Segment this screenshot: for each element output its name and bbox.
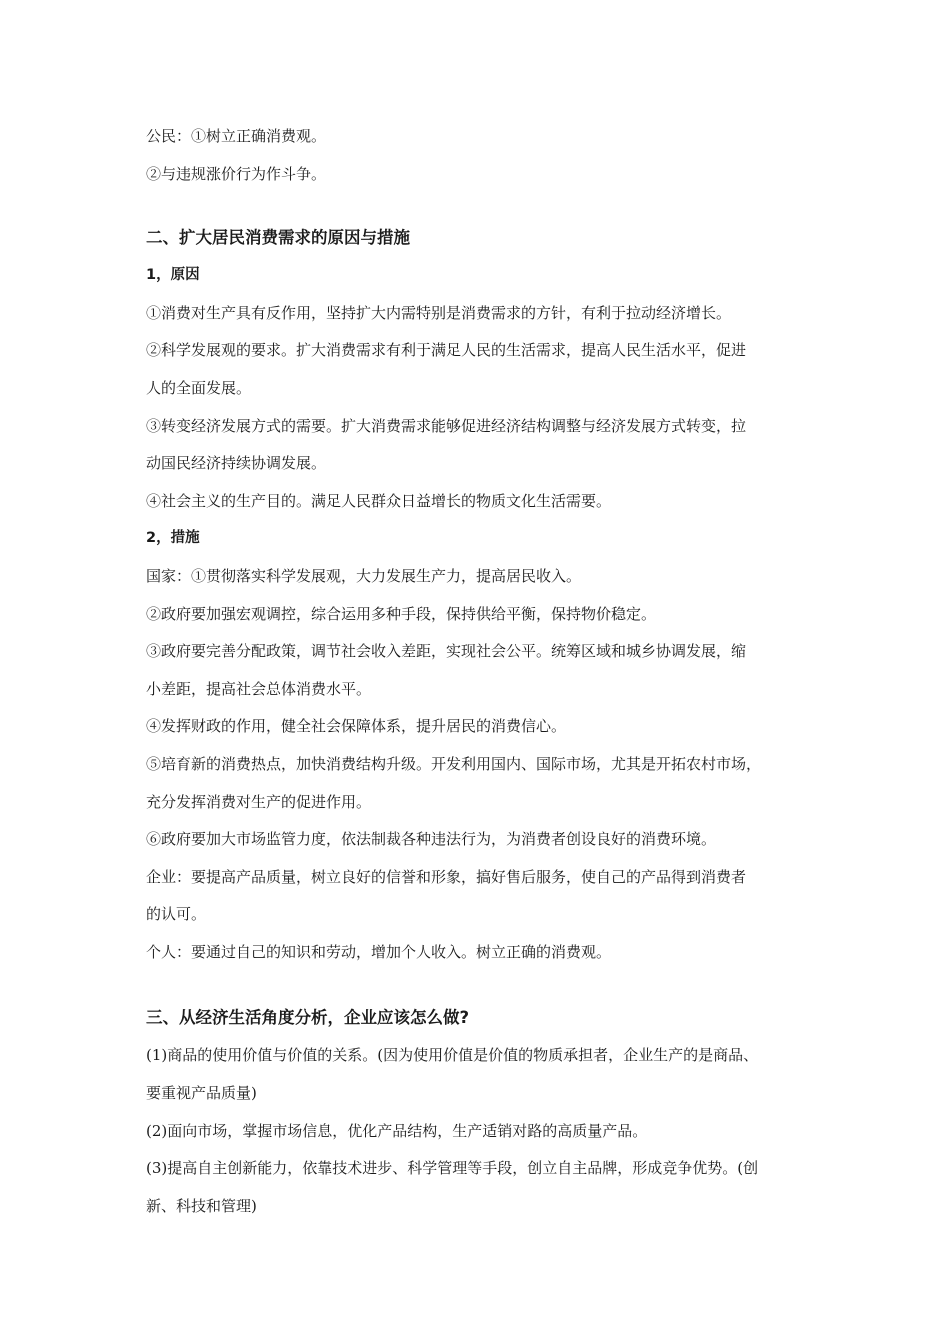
document-page — [146, 118, 810, 1225]
measure-line: ③政府要完善分配政策，调节社会收入差距，实现社会公平。统筹区域和城乡协调发展，缩 — [146, 642, 747, 661]
reason-line: ④社会主义的生产目的。满足人民群众日益增长的物质文化生活需要。 — [146, 491, 612, 510]
citizen-measure-line: 公民：①树立正确消费观。 — [146, 127, 327, 145]
enterprise-line: 要重视产品质量) — [146, 1084, 257, 1103]
enterprise-line: (1)商品的使用价值与价值的关系。(因为使用价值是价值的物质承担者，企业生产的是商品、 — [146, 1046, 759, 1065]
enterprise-line: 新、科技和管理) — [146, 1196, 257, 1215]
subheading-reasons: 1，原因 — [146, 267, 200, 284]
section-heading-expand-consumption: 二、扩大居民消费需求的原因与措施 — [146, 228, 410, 248]
measure-line: 小差距，提高社会总体消费水平。 — [146, 679, 372, 698]
measure-line: 国家：①贯彻落实科学发展观，大力发展生产力，提高居民收入。 — [146, 566, 582, 585]
section-heading-enterprise: 三、从经济生活角度分析，企业应该怎么做? — [146, 1008, 470, 1028]
enterprise-line: (2)面向市场，掌握市场信息，优化产品结构，生产适销对路的高质量产品。 — [146, 1121, 648, 1140]
measure-line: 企业：要提高产品质量，树立良好的信誉和形象，搞好售后服务，使自己的产品得到消费者 — [146, 867, 747, 886]
measure-line: ⑤培育新的消费热点，加快消费结构升级。开发利用国内、国际市场，尤其是开拓农村市场， — [146, 754, 762, 773]
measure-line: ②政府要加强宏观调控，综合运用多种手段，保持供给平衡，保持物价稳定。 — [146, 604, 657, 623]
reason-line: 人的全面发展。 — [146, 378, 252, 397]
reason-line: ①消费对生产具有反作用，坚持扩大内需特别是消费需求的方针，有利于拉动经济增长。 — [146, 303, 732, 322]
reason-line: ③转变经济发展方式的需要。扩大消费需求能够促进经济结构调整与经济发展方式转变，拉 — [146, 416, 747, 435]
measure-line: 个人：要通过自己的知识和劳动，增加个人收入。树立正确的消费观。 — [146, 942, 612, 961]
measure-line: ⑥政府要加大市场监管力度，依法制裁各种违法行为，为消费者创设良好的消费环境。 — [146, 830, 717, 849]
enterprise-line: (3)提高自主创新能力，依靠技术进步、科学管理等手段，创立自主品牌，形成竞争优势。(创 — [146, 1159, 759, 1178]
measure-line: 充分发挥消费对生产的促进作用。 — [146, 792, 372, 811]
measure-line: 的认可。 — [146, 905, 207, 924]
reason-line: 动国民经济持续协调发展。 — [146, 454, 327, 473]
reason-line: ②科学发展观的要求。扩大消费需求有利于满足人民的生活需求，提高人民生活水平，促进 — [146, 341, 747, 360]
citizen-measure-line: ②与违规涨价行为作斗争。 — [146, 164, 327, 183]
subheading-measures: 2，措施 — [146, 530, 200, 547]
measure-line: ④发挥财政的作用，健全社会保障体系，提升居民的消费信心。 — [146, 717, 567, 736]
